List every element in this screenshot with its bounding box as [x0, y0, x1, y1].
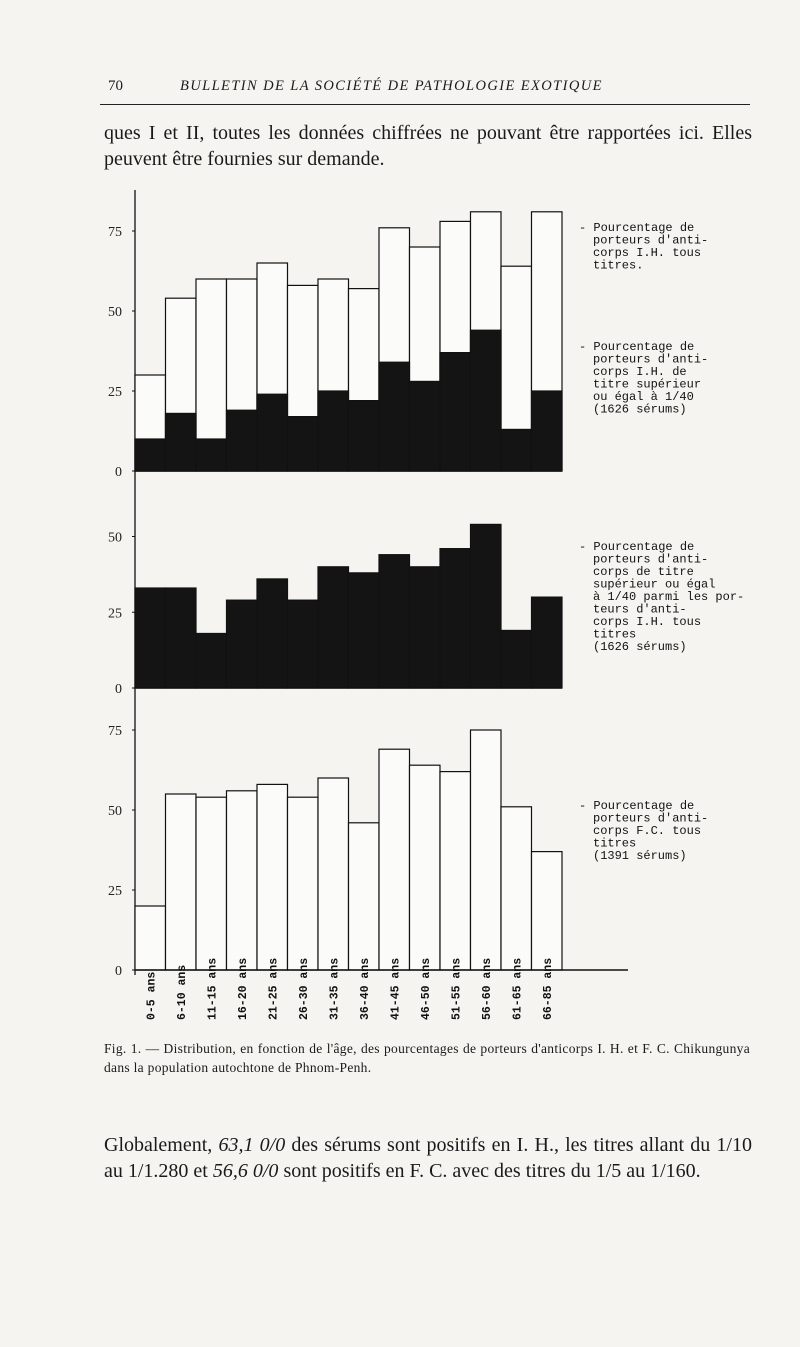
ytick-label-p3-75: 75 — [108, 724, 122, 739]
bar-p2-s1-10 — [410, 567, 441, 688]
bar-p1-s2-11 — [440, 353, 471, 471]
intro-paragraph: ques I et II, toutes les données chiffrées ne pouvant être rapportées ici. Elles peuvent être fournies sur demande. — [104, 122, 752, 170]
bar-p2-s1-6 — [288, 600, 319, 688]
xtick-label-4: 16-20 ans — [236, 957, 250, 1020]
bar-p3-s1-2 — [166, 794, 197, 970]
bar-p2-s1-13 — [501, 630, 532, 688]
fc-percentage: 56,6 0/0 — [212, 1160, 279, 1182]
ytick-label-p1-25: 25 — [108, 385, 122, 400]
xtick-label-11: 51-55 ans — [450, 957, 464, 1020]
legend-panel2-line-7: corps I.H. tous — [593, 615, 702, 629]
running-title: BULLETIN DE LA SOCIÉTÉ DE PATHOLOGIE EXOTIQUE — [180, 78, 603, 94]
bar-p3-s1-13 — [501, 807, 532, 970]
legend-panel1-b-line-4: titre supérieur — [593, 377, 702, 392]
legend-panel2-line-5: à 1/40 parmi les por- — [593, 590, 745, 604]
legend-panel2-line-1: - Pourcentage de — [579, 540, 695, 554]
ytick-label-p1-50: 50 — [108, 305, 122, 320]
ytick-label-p1-0: 0 — [115, 465, 122, 480]
xtick-label-12: 56-60 ans — [480, 957, 494, 1020]
ytick-label-p2-25: 25 — [108, 606, 122, 622]
page-number: 70 — [108, 78, 123, 94]
xtick-label-14: 66-85 ans — [541, 957, 555, 1020]
conclusion-text-3: sont positifs en F. C. avec des titres du 1/5 au 1/160. — [278, 1160, 701, 1182]
bar-p1-s2-3 — [196, 439, 227, 471]
bar-p2-s1-12 — [471, 524, 502, 688]
bar-p1-s2-2 — [166, 413, 197, 471]
conclusion-paragraph — [104, 1132, 752, 1184]
bar-p3-s1-7 — [318, 778, 349, 970]
legend-panel2-line-3: corps de titre — [593, 565, 694, 579]
ytick-label-p2-50: 50 — [108, 530, 122, 546]
xtick-label-2: 6-10 ans — [175, 964, 189, 1020]
bar-p3-s1-3 — [196, 797, 227, 970]
bar-p3-s1-4 — [227, 791, 258, 970]
bar-p2-s1-2 — [166, 588, 197, 688]
bar-p1-s2-7 — [318, 391, 349, 471]
legend-panel1-a-line-4: titres. — [593, 258, 644, 273]
bar-p2-s1-11 — [440, 549, 471, 688]
bar-p3-s1-6 — [288, 797, 319, 970]
conclusion-text-2: des sérums sont positifs en I. H., les titres allant du 1/10 au 1/1.280 et — [104, 1134, 752, 1182]
bar-p3-s1-14 — [532, 852, 563, 970]
bar-p2-s1-7 — [318, 567, 349, 688]
bar-p1-s2-12 — [471, 330, 502, 471]
bar-p3-s1-9 — [379, 749, 410, 970]
legend-panel1-b-line-5: ou égal à 1/40 — [593, 390, 694, 404]
bar-p3-s1-8 — [349, 823, 380, 970]
bar-p2-s1-3 — [196, 633, 227, 688]
bar-p2-s1-14 — [532, 597, 563, 688]
bar-p2-s1-9 — [379, 555, 410, 688]
bar-p2-s1-8 — [349, 573, 380, 688]
legend-panel1-b-line-6: (1626 sérums) — [593, 402, 687, 417]
bar-p1-s2-1 — [135, 439, 166, 471]
bar-p3-s1-10 — [410, 765, 441, 970]
xtick-label-6: 26-30 ans — [297, 957, 311, 1020]
ytick-label-p3-0: 0 — [115, 964, 122, 979]
xtick-label-1: 0-5 ans — [145, 971, 159, 1020]
bar-p1-s2-13 — [501, 429, 532, 471]
bar-p1-s2-9 — [379, 362, 410, 471]
xtick-label-7: 31-35 ans — [328, 957, 342, 1020]
legend-panel3-line-4: titres — [593, 836, 637, 851]
bar-p3-s1-5 — [257, 784, 288, 970]
figure-caption: Fig. 1. — Distribution, en fonction de l'âge, des pourcentages de porteurs d'anticorps I. H. et F. C. Chikungunya dans la population autochtone de Phnom-Penh. — [104, 1041, 750, 1075]
legend-panel1-a-line-1: - Pourcentage de — [579, 221, 695, 235]
xtick-label-5: 21-25 ans — [267, 957, 281, 1020]
legend-panel3-line-3: corps F.C. tous — [593, 824, 702, 838]
legend-panel2-line-9: (1626 sérums) — [593, 640, 687, 654]
legend-panel1-b-line-2: porteurs d'anti- — [593, 352, 709, 367]
legend-panel2-line-8: titres — [593, 627, 637, 642]
legend-panel1-b-line-1: - Pourcentage de — [579, 340, 695, 354]
legend-panel2-line-4: supérieur ou égal — [593, 577, 716, 592]
ytick-label-p1-75: 75 — [108, 225, 122, 240]
legend-panel1-b-line-3: corps I.H. de — [593, 365, 687, 379]
xtick-label-8: 36-40 ans — [358, 957, 372, 1020]
bar-p1-s2-8 — [349, 401, 380, 471]
bar-p3-s1-12 — [471, 730, 502, 970]
xtick-label-3: 11-15 ans — [206, 957, 220, 1020]
xtick-label-10: 46-50 ans — [419, 957, 433, 1020]
bar-p3-s1-1 — [135, 906, 166, 970]
bar-p1-s2-6 — [288, 417, 319, 471]
legend-panel2-line-2: porteurs d'anti- — [593, 552, 709, 567]
bar-p1-s2-14 — [532, 391, 563, 471]
legend-panel3-line-5: (1391 sérums) — [593, 849, 687, 863]
bar-p1-s2-10 — [410, 381, 441, 471]
ytick-label-p2-0: 0 — [115, 682, 122, 697]
bar-p2-s1-4 — [227, 600, 258, 688]
xtick-label-13: 61-65 ans — [511, 957, 525, 1020]
conclusion-text-1: Globalement, — [104, 1134, 219, 1156]
bar-p2-s1-1 — [135, 588, 166, 688]
legend-panel3-line-2: porteurs d'anti- — [593, 811, 709, 826]
ytick-label-p3-50: 50 — [108, 804, 122, 819]
xtick-label-9: 41-45 ans — [389, 957, 403, 1020]
legend-panel3-line-1: - Pourcentage de — [579, 799, 695, 813]
ytick-label-p3-25: 25 — [108, 884, 122, 899]
ih-percentage: 63,1 0/0 — [218, 1134, 286, 1156]
legend-panel1-a-line-3: corps I.H. tous — [593, 246, 702, 260]
bar-p2-s1-5 — [257, 579, 288, 688]
legend-panel2-line-6: teurs d'anti- — [593, 602, 687, 617]
bar-p1-s2-5 — [257, 394, 288, 471]
bar-p3-s1-11 — [440, 772, 471, 970]
legend-panel1-a-line-2: porteurs d'anti- — [593, 233, 709, 248]
bar-p1-s2-4 — [227, 410, 258, 471]
